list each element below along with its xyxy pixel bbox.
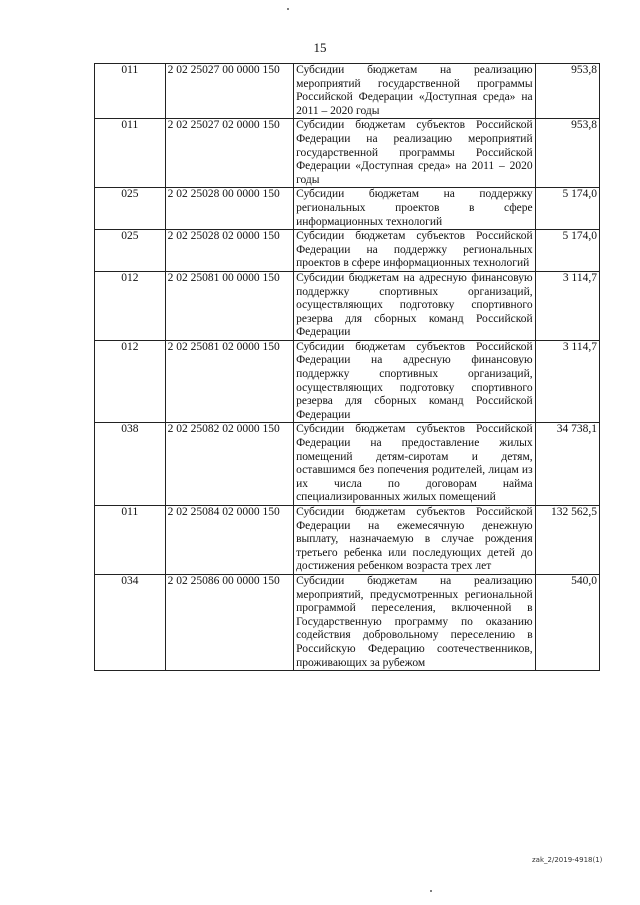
budget-code-cell: 2 02 25086 00 0000 150 (165, 574, 293, 670)
amount-cell: 953,8 (535, 119, 599, 188)
table-row (95, 574, 600, 670)
description-cell: Субсидии бюджетам субъектов Российской Федерации на ежемесячную денежную выплату, назначаемую в случае рождения третьего ребенка или последующих детей до достижения ребенком возраста трех лет (294, 506, 536, 575)
table-row (95, 64, 600, 119)
budget-code-cell: 2 02 25084 02 0000 150 (165, 506, 293, 575)
scan-speck (287, 8, 289, 10)
table-row (95, 230, 600, 272)
amount-cell: 540,0 (535, 574, 599, 670)
table-row (95, 340, 600, 423)
admin-code-cell: 012 (95, 271, 166, 340)
admin-code-cell: 011 (95, 506, 166, 575)
table-row (95, 506, 600, 575)
amount-cell: 3 114,7 (535, 340, 599, 423)
description-cell: Субсидии бюджетам субъектов Российской Федерации на адресную финансовую поддержку спортивных организаций, осуществляющих подготовку спортивного резерва для сборных команд Российской Федерации (294, 340, 536, 423)
scan-speck (430, 890, 432, 892)
budget-code-cell: 2 02 25027 00 0000 150 (165, 64, 293, 119)
amount-cell: 132 562,5 (535, 506, 599, 575)
admin-code-cell: 011 (95, 119, 166, 188)
budget-code-cell: 2 02 25028 02 0000 150 (165, 230, 293, 272)
description-cell: Субсидии бюджетам субъектов Российской Федерации на предоставление жилых помещений детям-сиротам и детям, оставшимся без попечения родителей, лицам из их числа по договорам найма специализированных жилых помещений (294, 423, 536, 506)
budget-code-cell: 2 02 25027 02 0000 150 (165, 119, 293, 188)
admin-code-cell: 012 (95, 340, 166, 423)
amount-cell: 3 114,7 (535, 271, 599, 340)
table-row (95, 119, 600, 188)
budget-code-cell: 2 02 25081 00 0000 150 (165, 271, 293, 340)
admin-code-cell: 025 (95, 188, 166, 230)
description-cell: Субсидии бюджетам на реализацию мероприятий, предусмотренных региональной программой переселения, включенной в Государственную программу по оказанию содействия добровольному переселению в Российскую Федерацию соотечественников, проживающих за рубежом (294, 574, 536, 670)
description-cell: Субсидии бюджетам на поддержку региональных проектов в сфере информационных технологий (294, 188, 536, 230)
budget-table (94, 63, 600, 671)
admin-code-cell: 038 (95, 423, 166, 506)
amount-cell: 34 738,1 (535, 423, 599, 506)
document-reference: zak_2/2019-4918(1) (532, 856, 603, 864)
description-cell: Субсидии бюджетам на адресную финансовую поддержку спортивных организаций, осуществляющих подготовку спортивного резерва для сборных команд Российской Федерации (294, 271, 536, 340)
admin-code-cell: 034 (95, 574, 166, 670)
amount-cell: 5 174,0 (535, 230, 599, 272)
budget-table-body (95, 64, 600, 671)
page-number: 15 (313, 40, 327, 55)
amount-cell: 953,8 (535, 64, 599, 119)
budget-code-cell: 2 02 25082 02 0000 150 (165, 423, 293, 506)
admin-code-cell: 025 (95, 230, 166, 272)
table-row (95, 188, 600, 230)
amount-cell: 5 174,0 (535, 188, 599, 230)
table-row (95, 271, 600, 340)
description-cell: Субсидии бюджетам субъектов Российской Федерации на реализацию мероприятий государственной программы Российской Федерации «Доступная среда» на 2011 – 2020 годы (294, 119, 536, 188)
table-row (95, 423, 600, 506)
description-cell: Субсидии бюджетам на реализацию мероприятий государственной программы Российской Федерации «Доступная среда» на 2011 – 2020 годы (294, 64, 536, 119)
admin-code-cell: 011 (95, 64, 166, 119)
budget-code-cell: 2 02 25081 02 0000 150 (165, 340, 293, 423)
budget-code-cell: 2 02 25028 00 0000 150 (165, 188, 293, 230)
description-cell: Субсидии бюджетам субъектов Российской Федерации на поддержку региональных проектов в сфере информационных технологий (294, 230, 536, 272)
